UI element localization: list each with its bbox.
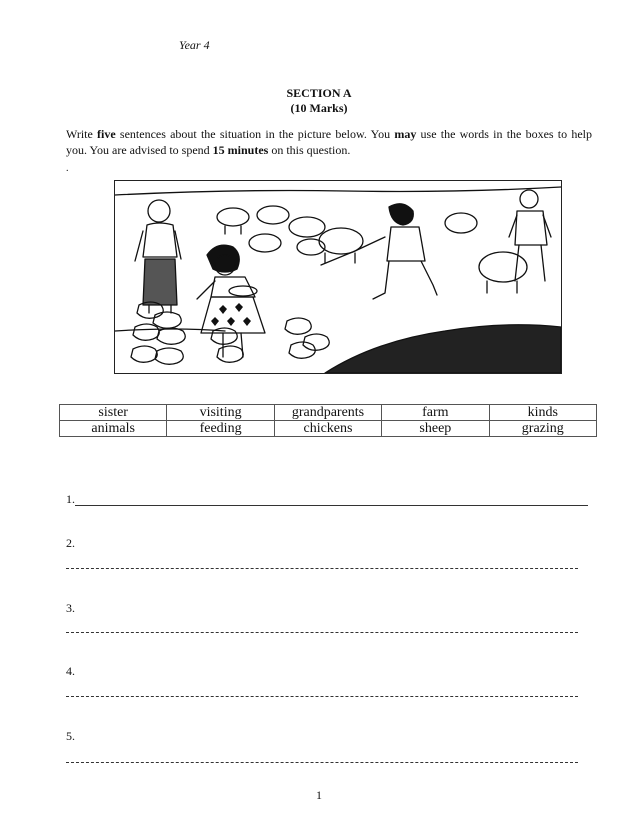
stray-dot: . <box>66 163 69 174</box>
word-cell: sheep <box>382 421 489 437</box>
farm-scene-picture <box>114 180 562 374</box>
instr-bold-minutes: 15 minutes <box>212 142 269 157</box>
word-cell: chickens <box>274 421 381 437</box>
sheep-flock <box>217 206 527 293</box>
boy-figure <box>321 204 437 299</box>
instr-text-3: use the words in the boxes to help you. You are advised to spend <box>66 127 592 157</box>
word-cell: feeding <box>167 421 274 437</box>
answer-number-4: 4. <box>66 664 75 678</box>
word-cell: sister <box>60 405 167 421</box>
ground-line <box>115 329 225 331</box>
section-marks: (10 Marks) <box>290 101 348 115</box>
word-box-table <box>59 404 597 437</box>
year-label: Year 4 <box>179 38 210 52</box>
answer-line-2[interactable] <box>66 568 578 569</box>
word-cell: farm <box>382 405 489 421</box>
section-title: SECTION A <box>286 86 352 100</box>
instr-text-2: sentences about the situation in the picture below. You <box>115 127 395 141</box>
instr-text-4: on this question. <box>268 142 351 157</box>
girl-figure <box>197 245 265 357</box>
ground-patch <box>325 325 561 373</box>
word-cell: grazing <box>489 421 596 437</box>
word-box-row <box>60 421 597 437</box>
answer-line-3[interactable] <box>66 632 578 633</box>
instr-bold-five: five <box>97 127 116 141</box>
instructions <box>66 127 592 158</box>
answer-number-5: 5. <box>66 729 75 743</box>
word-cell: kinds <box>489 405 596 421</box>
word-cell: visiting <box>167 405 274 421</box>
page-number: 1 <box>316 788 322 802</box>
word-box-row <box>60 405 597 421</box>
answer-line-1[interactable] <box>75 505 588 506</box>
answer-line-5[interactable] <box>66 762 578 763</box>
word-cell: animals <box>60 421 167 437</box>
answer-number-1: 1. <box>66 492 75 506</box>
instr-bold-may: may <box>394 127 417 141</box>
answer-number-2: 2. <box>66 536 75 550</box>
answer-line-4[interactable] <box>66 696 578 697</box>
farm-scene-drawing <box>115 181 561 373</box>
word-cell: grandparents <box>274 405 381 421</box>
instr-text-1: Write <box>66 127 98 141</box>
horizon-line <box>115 187 561 195</box>
answer-number-3: 3. <box>66 601 75 615</box>
man-figure <box>509 190 551 281</box>
woman-figure <box>135 200 181 313</box>
